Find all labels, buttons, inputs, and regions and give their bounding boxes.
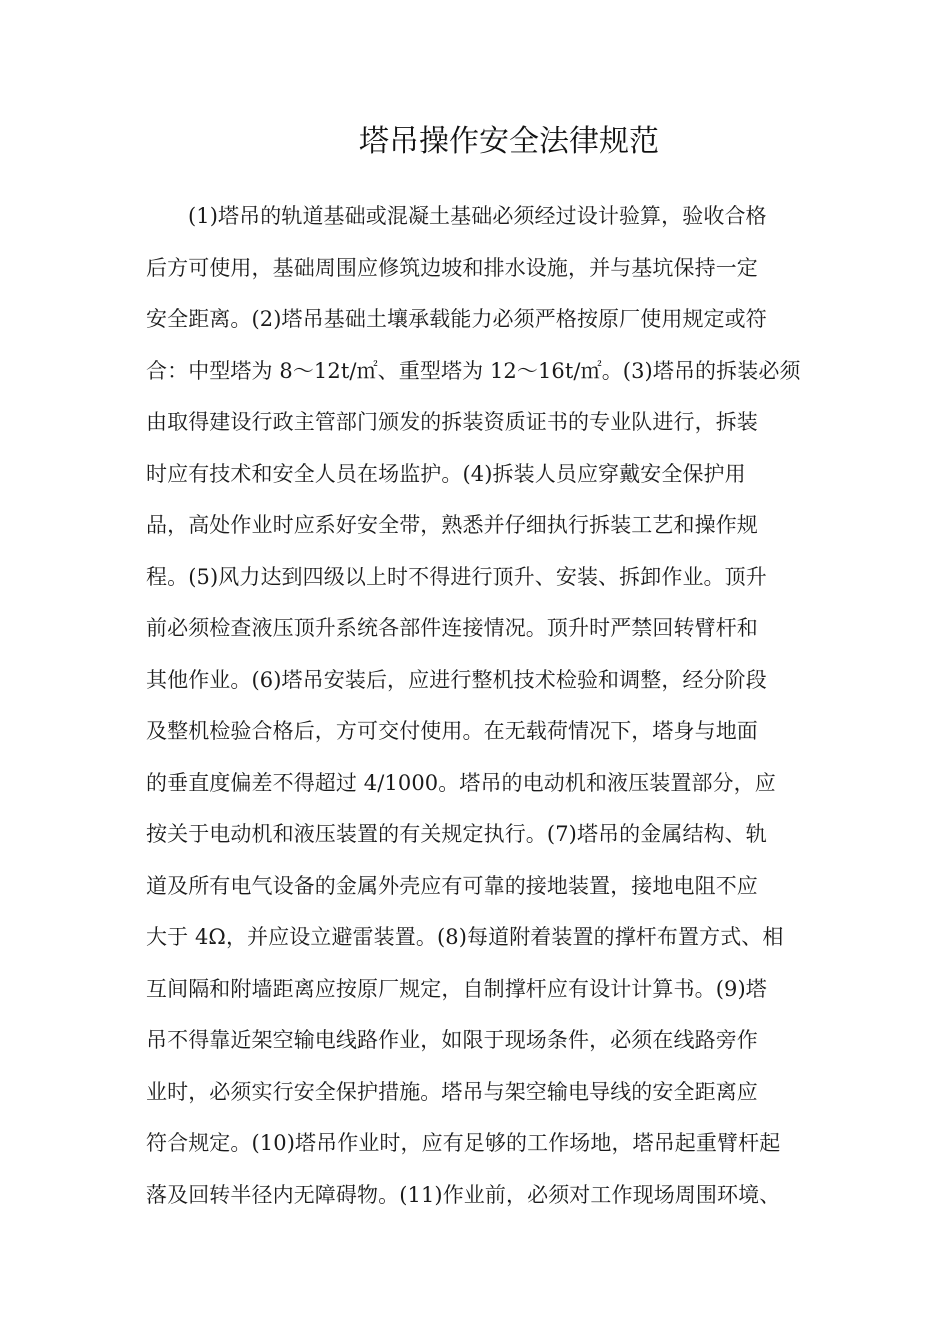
body-line: 品，高处作业时应系好安全带，熟悉并仔细执行拆装工艺和操作规: [146, 513, 758, 537]
body-line: 合：中型塔为 8～12t/㎡、重型塔为 12～16t/㎡。(3)塔吊的拆装必须: [146, 358, 801, 383]
body-line: 大于 4Ω，并应设立避雷装置。(8)每道附着装置的撑杆布置方式、相: [146, 925, 784, 949]
body-line: 符合规定。(10)塔吊作业时，应有足够的工作场地，塔吊起重臂杆起: [146, 1131, 781, 1155]
document-body: [146, 194, 826, 1224]
body-line: 的垂直度偏差不得超过 4/1000。塔吊的电动机和液压装置部分，应: [146, 770, 776, 795]
body-line: (1)塔吊的轨道基础或混凝土基础必须经过设计验算，验收合格: [188, 204, 767, 228]
body-line: 按关于电动机和液压装置的有关规定执行。(7)塔吊的金属结构、轨: [146, 822, 767, 846]
body-line: 前必须检查液压顶升系统各部件连接情况。顶升时严禁回转臂杆和: [146, 616, 758, 640]
body-line: 时应有技术和安全人员在场监护。(4)拆装人员应穿戴安全保护用: [146, 461, 746, 486]
body-line: 业时，必须实行安全保护措施。塔吊与架空输电导线的安全距离应: [146, 1079, 758, 1104]
body-line: 吊不得靠近架空输电线路作业，如限于现场条件，必须在线路旁作: [146, 1028, 758, 1052]
body-line: 程。(5)风力达到四级以上时不得进行顶升、安装、拆卸作业。顶升: [146, 564, 767, 589]
body-line: 由取得建设行政主管部门颁发的拆装资质证书的专业队进行，拆装: [146, 410, 758, 434]
body-line: 互间隔和附墙距离应按原厂规定，自制撑杆应有设计计算书。(9)塔: [146, 976, 767, 1001]
body-line: 道及所有电气设备的金属外壳应有可靠的接地装置，接地电阻不应: [146, 873, 758, 898]
body-line: 安全距离。(2)塔吊基础土壤承载能力必须严格按原厂使用规定或符: [146, 307, 767, 331]
body-line: 落及回转半径内无障碍物。(11)作业前，必须对工作现场周围环境、: [146, 1182, 781, 1207]
body-line: 后方可使用，基础周围应修筑边坡和排水设施，并与基坑保持一定: [146, 255, 758, 280]
body-line: 其他作业。(6)塔吊安装后，应进行整机技术检验和调整，经分阶段: [146, 667, 767, 692]
document-title: 塔吊操作安全法律规范: [359, 124, 659, 159]
body-line: 及整机检验合格后，方可交付使用。在无载荷情况下，塔身与地面: [146, 719, 758, 743]
